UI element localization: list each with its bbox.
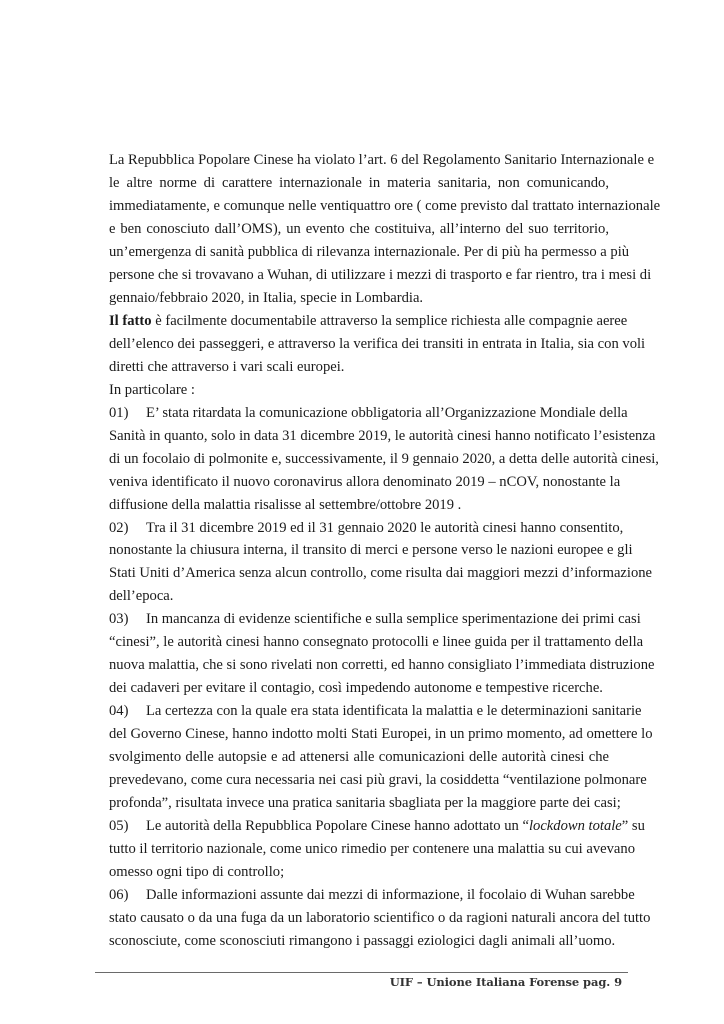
text-line bbox=[109, 517, 624, 540]
text-line: nuova malattia, che si sono rivelati non corretti, ed hanno consigliato l’immediata distruzione bbox=[109, 657, 655, 674]
text-line: e ben conosciuto dall’OMS), un evento che costituiva, all’interno del suo territorio, bbox=[109, 220, 609, 237]
fact-bold-lead: Il fatto bbox=[109, 312, 152, 329]
list-item-06 bbox=[109, 884, 651, 953]
text-line: La Repubblica Popolare Cinese ha violato l’art. 6 del Regolamento Sanitario Internazionale e bbox=[109, 152, 655, 168]
text-line: dell’epoca. bbox=[109, 588, 174, 605]
item-text: Tra il 31 dicembre 2019 ed il 31 gennaio 2020 le autorità cinesi hanno consentito, bbox=[146, 519, 624, 536]
item-text: In mancanza di evidenze scientifiche e sulla semplice sperimentazione dei primi casi bbox=[146, 611, 641, 628]
text-line: nonostante la chiusura interna, il transito di merci e persone verso le nazioni europee e gli bbox=[109, 542, 633, 559]
text-line: Stati Uniti d’America senza alcun controllo, come risulta dai maggiori mezzi d’informazione bbox=[109, 565, 653, 582]
in-particolare-heading bbox=[109, 379, 609, 402]
list-item-04 bbox=[109, 700, 653, 815]
lockdown-italic: lockdown totale bbox=[528, 818, 622, 835]
list-item-03 bbox=[109, 608, 655, 700]
list-item-05 bbox=[109, 815, 645, 884]
text-line: veniva identificato il nuovo coronavirus allora denominato 2019 – nCOV, nonostante la bbox=[109, 473, 621, 490]
text-line: diffusione della malattia risalisse al settembre/ottobre 2019 . bbox=[109, 496, 462, 513]
text-line bbox=[109, 884, 635, 907]
item-number: 01) bbox=[109, 404, 129, 421]
item-text: Le autorità della Repubblica Popolare Cinese hanno adottato un “ bbox=[146, 818, 529, 835]
text-line bbox=[109, 815, 645, 838]
text-line: sconosciute, come sconosciuti rimangono i passaggi eziologici dagli animali all’uomo. bbox=[109, 932, 616, 949]
item-text: ” su bbox=[621, 818, 645, 835]
text-line bbox=[109, 608, 641, 631]
document-body bbox=[109, 149, 661, 953]
text-line: diretti che attraverso i vari scali europei. bbox=[109, 358, 345, 375]
fact-paragraph bbox=[109, 310, 646, 379]
item-text: E’ stata ritardata la comunicazione obbligatoria all’Organizzazione Mondiale della bbox=[146, 404, 628, 421]
text-line: “cinesi”, le autorità cinesi hanno consegnato protocolli e linee guida per il trattamento della bbox=[109, 634, 644, 651]
item-number: 03) bbox=[109, 611, 129, 628]
text-line: di un focolaio di polmonite e, successivamente, il 9 gennaio 2020, a detta delle autorità cinesi, bbox=[109, 450, 659, 467]
item-number: 02) bbox=[109, 519, 129, 536]
text-line: immediatamente, e comunque nelle ventiquattro ore ( come previsto dal trattato internazionale bbox=[109, 197, 661, 214]
text-line: omesso ogni tipo di controllo; bbox=[109, 864, 285, 881]
footer-divider bbox=[95, 972, 628, 973]
text-line: persone che si trovavano a Wuhan, di utilizzare i mezzi di trasporto e far rientro, tra i mesi di bbox=[109, 266, 652, 283]
text-line bbox=[109, 402, 628, 425]
text-line: profonda”, risultata invece una pratica sanitaria sbagliata per la maggiore parte dei casi; bbox=[109, 795, 621, 812]
intro-paragraph bbox=[109, 149, 661, 310]
text-line: prevedevano, come cura necessaria nei casi più gravi, la cosiddetta “ventilazione polmonare bbox=[109, 772, 647, 789]
text-line bbox=[109, 700, 642, 723]
text-line: In particolare : bbox=[109, 381, 195, 398]
text-line bbox=[109, 310, 628, 333]
text-line: svolgimento delle autopsie e ad attenersi alle comunicazioni delle autorità cinesi che bbox=[109, 749, 609, 766]
page-footer: UIF – Unione Italiana Forense pag. 9 bbox=[389, 975, 622, 989]
text-line: le altre norme di carattere internazionale in materia sanitaria, non comunicando, bbox=[109, 174, 609, 191]
fact-text: è facilmente documentabile attraverso la semplice richiesta alle compagnie aeree bbox=[151, 312, 628, 329]
item-number: 06) bbox=[109, 887, 129, 903]
item-text: Dalle informazioni assunte dai mezzi di informazione, il focolaio di Wuhan sarebbe bbox=[146, 887, 635, 903]
text-line: stato causato o da una fuga da un laboratorio scientifico o da ragioni naturali ancora del tutto bbox=[109, 909, 651, 926]
text-line: gennaio/febbraio 2020, in Italia, specie in Lombardia. bbox=[109, 289, 424, 306]
text-line: tutto il territorio nazionale, come unico rimedio per contenere una malattia su cui avevano bbox=[109, 841, 635, 858]
item-number: 04) bbox=[109, 703, 129, 720]
text-line: dell’elenco dei passeggeri, e attraverso la verifica dei transiti in entrata in Italia, sia con voli bbox=[109, 335, 646, 352]
list-item-01 bbox=[109, 402, 659, 517]
text-line: un’emergenza di sanità pubblica di rilevanza internazionale. Per di più ha permesso a più bbox=[109, 243, 630, 260]
text-line: dei cadaveri per evitare il contagio, così impedendo autonome e tempestive ricerche. bbox=[109, 680, 603, 697]
item-text: La certezza con la quale era stata identificata la malattia e le determinazioni sanitarie bbox=[146, 703, 642, 720]
item-number: 05) bbox=[109, 818, 129, 835]
text-line: Sanità in quanto, solo in data 31 dicembre 2019, le autorità cinesi hanno notificato l’esistenza bbox=[109, 427, 656, 444]
text-line: del Governo Cinese, hanno indotto molti Stati Europei, in un primo momento, ad omettere lo bbox=[109, 726, 653, 743]
list-item-02 bbox=[109, 517, 653, 609]
